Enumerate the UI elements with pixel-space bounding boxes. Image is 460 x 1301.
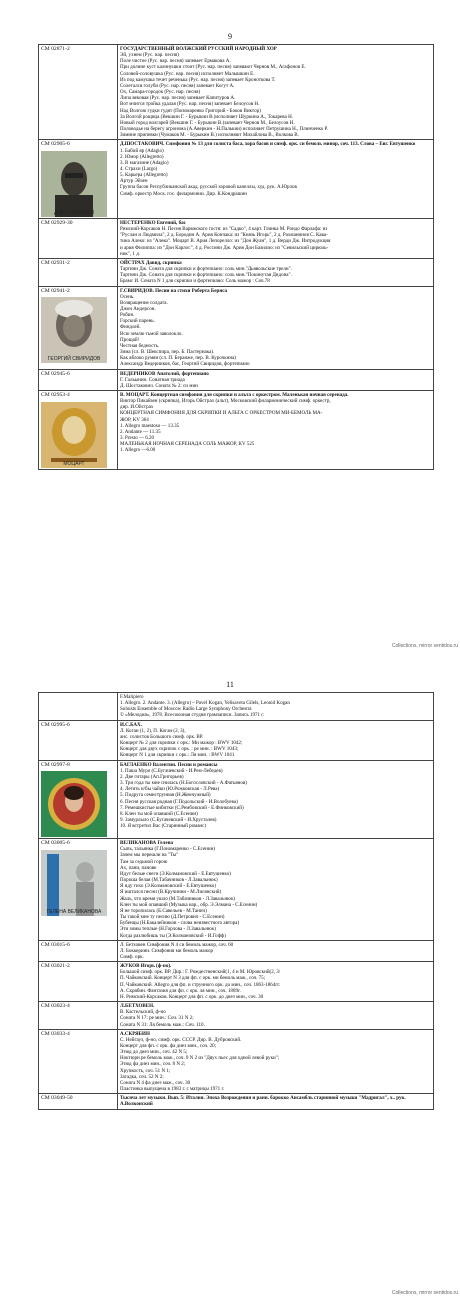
track-line: Концерт для фп. с орк. фа диез мин., соч. 20; [120,1043,217,1049]
catalog-entry-row [39,1094,434,1109]
catalog-code-cell [39,940,118,961]
track-line: Тартини Дж. Соната для скрипки и фортепиано: соль мин."Покинутая Дидона". [120,272,292,279]
track-line: С. Нейгауз, ф-но, симф. орк. СССР. Дир. В. Дубровский. [120,1036,242,1043]
catalog-entry-row [39,218,434,258]
track-line: Концерт N 1 для скрипки с орк.: Ля мин. : BWV 1041 [120,752,235,759]
track-line: Ты такой мне ту песню (Д.Петрович - С.Есенин) [120,914,225,921]
catalog-description-cell [118,140,434,219]
track-line: Идут белые снеги (Э.Колмановский - Е.Евтушенко) [120,870,231,877]
track-line: Возвращение солдата. [120,299,168,306]
track-line: Сыпь, тальянка (Г.Пономаренко - С.Есенин) [120,846,215,853]
track-line: Пороша белая (М.Табачников - Л.Завальнюк) [120,877,218,884]
track-line: Соната N 31: Ля бемоль маж.: Соч. 110. [120,1021,205,1028]
track-line: ЖОР, KV 364 [120,416,149,423]
track-line: Половодье на берегу агронома (А.Аверкин - Н.Палькин) исполняет Петрушина Н., Плинченко Р. [120,126,328,133]
track-line: Ноктюрн ре бемоль маж., соч. 9 N 2 из "Двух пьес для одной левой руки"; [120,1055,280,1062]
track-line: Соловей-соловушка (Рус. нар. песня) исполняет Малышкин Е. [120,70,255,77]
track-line: 1. Бабий яр (Adagio) [120,147,164,154]
track-line: © «Мелодия», 1978. Всесоюзная студия грамзаписи. Запись 1971 г. [120,712,265,719]
track-line: 4. Летять н/бы чайки (Ю.Рожковская - Л.Рева) [120,786,220,793]
catalog-number: СМ 02945-6 [41,370,70,377]
catalog-number: СМ 02929-30 [41,219,73,226]
track-line: Этюд до диез мин., соч. 42 N 5; [120,1049,188,1056]
catalog-code-cell [39,45,118,140]
track-line: Честная бедность. [120,342,160,349]
track-line: тина Алеко: из "Алеко". Моцарт В. Ария Лепорелло: из "Дон Жуан", 1 д. Верди Дж. Интродукция [120,238,331,245]
catalog-description-cell [118,218,434,258]
track-line: Осень. [120,293,135,300]
catalog-code-cell [39,140,118,219]
track-line: 1. Allegro —6.00 [120,447,156,454]
track-line: В. Кастельский, ф-но [120,1009,166,1016]
track-line: П. Чайковский. Allegro для фп. и струнного орк. до мин., соч. 1863-1864гг. [120,981,281,988]
track-line: Солетался голуби (Рус. нар. песня) запевает Когут А. [120,82,235,89]
catalog-code-cell [39,391,118,470]
catalog-entry-row [39,760,434,839]
track-line: 1. Allegro. 2. Andante. 3. (Allegro) – Pavel Kogan, Yelisaveta Gilels, Leonid Kogan [120,700,290,707]
track-line: "Руслан и Людмила", 2 д. Бородин А. Ария Кончака: из "Князь Игорь", 2 д. Рахманинов С. Кава- [120,232,328,239]
album-cover-image [41,402,107,468]
catalog-code-cell [39,720,118,760]
catalog-code-cell [39,760,118,839]
album-cover-image [41,151,107,217]
track-line: 2. Andante — 11.35 [120,428,161,435]
track-line: Концерт № 2 для скрипки с орк.: Ми мажор : BWV 1042; [120,740,243,747]
catalog-number: СМ 03015-6 [41,941,70,948]
track-line: Новый город волгарей (Векшин Г. - Бурыкин В.)запевает Чернов М., Белоусов Н. [120,119,295,126]
track-line: МАЛЕНЬКАЯ НОЧНАЯ СЕРЕНАДА СОЛЬ МАЖОР, KV 525 [120,441,255,448]
catalog-number: СМ 02941-2 [41,287,70,294]
catalog-entry-row [39,693,434,721]
catalog-description-cell [118,45,434,140]
catalog-number: СМ 02931-2 [41,259,70,266]
catalog-entry-row [39,1002,434,1030]
watermark-top: Collections, mirror sentidos.ru [391,643,458,649]
catalog-code-cell [39,693,118,721]
catalog-code-cell [39,218,118,258]
catalog-entry-row [39,1029,434,1094]
catalog-description-cell [118,1002,434,1030]
track-line: 2. Две гитары (Ап.Григорьев) [120,773,184,780]
track-line: Соната N 4 фа диез маж., соч. 30 [120,1079,191,1086]
track-line: 6. Песня русская родная (Г.Подольский - И.Волобуева) [120,798,238,805]
catalog-number: СМ 03005-6 [41,840,70,847]
track-line: Когда разлюбишь ты (Э.Колмановский - И.Гофф) [120,932,226,939]
track-line: Н. Римский-Корсаков. Концерт для фп. с орк. до диез мин., соч. 30 [120,993,264,1000]
catalog-entry-row [39,286,434,369]
entry-title: ЖУКОВ Игорь (ф-но). [120,963,172,970]
entry-title: ОЙСТРАХ Давид, скрипка [120,259,182,266]
catalog-code-cell [39,1029,118,1094]
entry-title: Л.БЕТХОВЕН. [120,1003,155,1010]
track-line: 9. Замурлыло (С.Бугачевский - И.Хрусталев) [120,816,217,823]
catalog-entry-row [39,940,434,961]
track-line: Жаль, что время ушло (М.Табачников - Л.Завальнюк) [120,895,236,902]
entry-title: ГОСУДАРСТВЕННЫЙ ВОЛЖСКИЙ РУССКИЙ НАРОДНЫЙ ХОР [120,46,277,52]
track-line: Всю землю тьмой заволокло. [120,330,183,337]
entry-title: Г.СВИРИДОВ. Песни на стихи Роберта Бернса [120,287,228,294]
track-line: При долине куст калинушки стоит (Рус. нар. песня) запевают Чернов М., Агафонов Е. [120,64,306,71]
track-line: F.Malipiero [120,694,144,700]
track-line: 3. Три года ты мне снилась (Н.Богословский - А.Фатьянов) [120,780,247,787]
catalog-number: СМ 02905-6 [41,141,70,148]
catalog-number: СМ 02995-6 [41,721,70,728]
track-line: Я не торопилась (Б.Савельев - М.Танич) [120,907,207,914]
track-line: А. Скрябин. Фантазия для фп. с орк. ля мин., соч. 1889г. [120,987,241,994]
track-line: Бубенцы (Н.Бакалейников - слова неизвестного автора) [120,920,240,927]
track-line: Я иштался песни (В.Кручинин - М.Лисянский) [120,889,222,896]
track-line: Тартини Дж. Соната для скрипки и фортепиано: соль мин."Дьявольские трели". [120,266,292,273]
track-line: Загадка, соч. 52 N 2; [120,1073,164,1080]
track-line: Л. Бетховен Симфония N 4 си бемоль мажор, соч. 60 [120,941,234,948]
track-line: КОНЦЕРТНАЯ СИМФОНИЯ ДЛЯ СКРИПКИ И АЛЬТА С ОРКЕСТРОМ МИ-БЕМОЛЬ МА- [120,410,323,417]
watermark-bottom: Collections, mirror sentidos.ru [391,1290,458,1296]
track-line: Над Волгою гудки гудят (Пономаренко Григорий - Боков Виктор) [120,107,261,114]
catalog-entry-row [39,369,434,390]
catalog-description-cell [118,760,434,839]
catalog-entry-row [39,45,434,140]
track-line: П. Чайковский. Концерт N 3 для фп. с орк. ми бемоль маж., соч. 75; [120,975,266,982]
cover-label: Д.ШОСТАКОВИЧ [54,209,94,216]
catalog-code-cell [39,369,118,390]
track-line: Ах, пани, панове [120,864,157,871]
track-line: Артур Эйзен [120,178,148,185]
track-line: Как яблоко румян (сл. П. Беранже, пер. В. Курочкина) [120,355,236,362]
track-line: Вот мчится тройка удалая (Рус. нар. песня) запевает Белоусов Н. [120,101,260,108]
catalog-description-cell [118,720,434,760]
track-line: 4. Страхи (Largo) [120,165,158,172]
catalog-code-cell [39,286,118,369]
track-line: Брамс И. Соната N 1 для скрипки и фортепиано: Соль мажор : Соч.78 [120,278,270,285]
catalog-description-cell [118,693,434,721]
track-line: Концерт для двух скрипок с орк. : ре мин. : BWV 1043; [120,746,239,753]
track-line: Липа вековая (Рус. нар. песня) запевает Капитуров А. [120,95,236,102]
track-line: Александр Ведерников, бас, Георгий Свиридов, фортепиано [120,361,250,368]
entry-title: ВЕДЕРНИКОВ Анатолий, фортепиано [120,370,209,377]
track-line: Хрупкость, соч. 51 N 1; [120,1067,171,1074]
track-line: За Волгой рощица (Векшин Г. - Бурыкин В.)исполняет Шуркина А., Токарева Н. [120,113,293,120]
catalog-table-page-9 [38,44,434,470]
entry-title: ВЕЛИКАНОВА Гелена [120,840,174,847]
track-line: Пластинка выпущена в 1983 г. с матрицы 1971 г. [120,1086,225,1093]
track-line: 1. Паша Муро (С.Бугачевский - И.Рем-Лебедев) [120,767,223,774]
entry-title: Тысяча лет музыки. Вып. 5: Италия. Эпоха Возрождения и ранн. барокко Ансамбль старинной музыки "Мадригал", х.. рук. А.Волконский [120,1095,406,1108]
catalog-description-cell [118,1029,434,1094]
catalog-description-cell [118,258,434,286]
track-line: Соната N 17: ре мин.: Соч. 31 N 2; [120,1015,194,1022]
catalog-entry-row [39,720,434,760]
catalog-number: СМ 03033-4 [41,1030,70,1037]
catalog-code-cell [39,1094,118,1109]
track-line: и ария Филиппа: из "Дон Карлос", 4 д. Россини Дж. Ария Дон Базилио: из "Севильский цирюль- [120,244,329,251]
track-line: Этюд фа диез мин., соч. 8 N 2; [120,1061,186,1068]
track-line: Ох, Самара-городок (Рус. нар. песня) [120,89,201,96]
cover-label: ГЕОРГИЙ СВИРИДОВ [47,356,101,363]
track-line: Клен ты мой опавший (Музыка нар., обр. Э.Элмана - С.Есенин) [120,901,258,908]
catalog-number: СМ 02871-2 [41,46,70,52]
track-line: 1. Allegro maestoso — 13.35 [120,422,180,429]
catalog-entry-row [39,839,434,941]
catalog-code-cell [39,962,118,1002]
track-line: Симф. оркестр Моск. гос. филармонии. Дир. К.Кондрашин [120,190,247,197]
track-line: Зима (сл. В. Шекспира, пер. Б. Пастернака). [120,349,215,356]
catalog-description-cell [118,962,434,1002]
catalog-entry-row [39,962,434,1002]
catalog-code-cell [39,839,118,941]
track-line: Большой симф. орк. ВР. Дир.: Г. Рождественский(1, 4 и М. Юровский(2, 3/ [120,969,281,976]
album-cover-image [41,771,107,837]
catalog-description-cell [118,391,434,470]
track-line: Робин. [120,312,135,319]
track-line: Прощай! [120,336,140,343]
track-line: 7. Ремешкистые кибитки (С.Рембовский - Е.Финковский) [120,804,244,811]
track-line: Л. Боккерини. Симфония ми бемоль мажор [120,947,214,954]
track-line: 8. Клен ты мой опавший (С.Есенин) [120,810,198,817]
catalog-number: СМ 02953-4 [41,392,70,398]
catalog-description-cell [118,286,434,369]
catalog-entry-row [39,391,434,470]
entry-title: Д.ШОСТАКОВИЧ. Симфония № 13 для солиста баса, хора басов и симф. орк. си бемоль минор, соч. 113. Слова – Евг. Евтушенко [120,141,416,148]
track-line: 3. Presto — 6.20 [120,435,155,442]
track-line: Л. Коган (1, 2), П. Коган (2, 3), [120,727,186,734]
track-line: Эти зимы теплые (Н.Горлова - Л.Завальнюк) [120,926,216,933]
entry-title: БАГЛАЕНКО Валентин. Песни и романсы [120,761,218,768]
entry-title: А.СКРЯБИН [120,1030,150,1037]
catalog-number: СМ 02997-8 [41,761,70,768]
track-line: 5. Подруга семиструнная (Н.Жемчужный) [120,792,211,799]
page-number-top: 9 [228,32,232,41]
track-line: Зачем мы перешли на "Ты" [120,852,179,859]
catalog-table-page-11 [38,692,434,1110]
track-line: Виктор Пикайзен (скрипка), Игорь Ойстрах (альт), Московский филармонический симф. оркестр, [120,398,331,405]
entry-title: И.С.БАХ. [120,721,142,728]
track-line: Г. Гальынин. Сонатная триада [120,376,185,383]
album-cover-image [41,297,107,363]
catalog-entry-row [39,258,434,286]
cover-label: ГЕЛЕНА ВЕЛИКАНОВА [46,908,102,915]
catalog-description-cell [118,940,434,961]
track-line: Симф. орк. [120,953,144,960]
track-line: Эй, ухнем (Рус. нар. песня) [120,52,179,59]
catalog-code-cell [39,258,118,286]
track-line: Из под камушка течет реченька (Рус. нар. песня) запевает Кроноткова Т. [120,76,276,83]
track-line: Римский-Корсаков Н. Песня Варяжского гостя: из "Садко", 4 карт. Глинка М. Рондо Фарлафа: из [120,226,328,233]
track-line: Я иду тихо (Э.Колмановский - Е.Евтушенко) [120,883,216,890]
track-line: Группа басов Республиканской акад. русской хоровой капеллы, худ. рук. А.Юрлов [120,184,297,191]
track-line: Джон Андерсон. [120,305,156,312]
track-line: Soloists Ensemble of Moscow Radio Large Symphony Orchestra [120,706,252,713]
album-cover-image [41,850,107,916]
track-line: 2. Юмор (Allegretto) [120,153,164,160]
track-line: Зимние припевки (Чумаков М. - Бурыкин В.) исполняют Михайлова В., Волкова В. [120,132,299,139]
track-line: Финдлей. [120,324,141,331]
track-line: 10. Я встретил Вас (Старинный романс) [120,823,207,830]
catalog-description-cell [118,839,434,941]
track-line: ник", 1 д. [120,250,141,257]
catalog-number: СМ 03049-50 [41,1095,73,1102]
track-line: 5. Карьера (Allegretto) [120,172,168,179]
catalog-description-cell [118,1094,434,1109]
cover-label: МОЦАРТ [63,460,85,467]
entry-title: В. МОЦАРТ. Концертная симфония для скрипки и альта с оркестром. Маленькая ночная серенада. [120,392,349,398]
catalog-number: СМ 03021-2 [41,963,70,970]
track-line: Там за седьмой горою [120,858,168,865]
page-number-bottom: 11 [226,680,234,689]
track-line: Д. Шостакович. Соната № 2: си мин [120,382,198,389]
track-line: Горский парень. [120,318,155,325]
track-line: Поле чистое (Рус. нар. песня) запевает Ермакова А. [120,58,231,65]
track-line: анс. солистов Большого симф. орк. ВР. [120,733,204,740]
entry-title: НЕСТЕРЕНКО Евгений, бас [120,219,186,226]
catalog-entry-row [39,140,434,219]
catalog-number: СМ 03023-4 [41,1003,70,1010]
track-line: дир. И.Ойстрах [120,404,154,411]
catalog-code-cell [39,1002,118,1030]
track-line: 3. В магазине (Adagio) [120,159,169,166]
catalog-description-cell [118,369,434,390]
